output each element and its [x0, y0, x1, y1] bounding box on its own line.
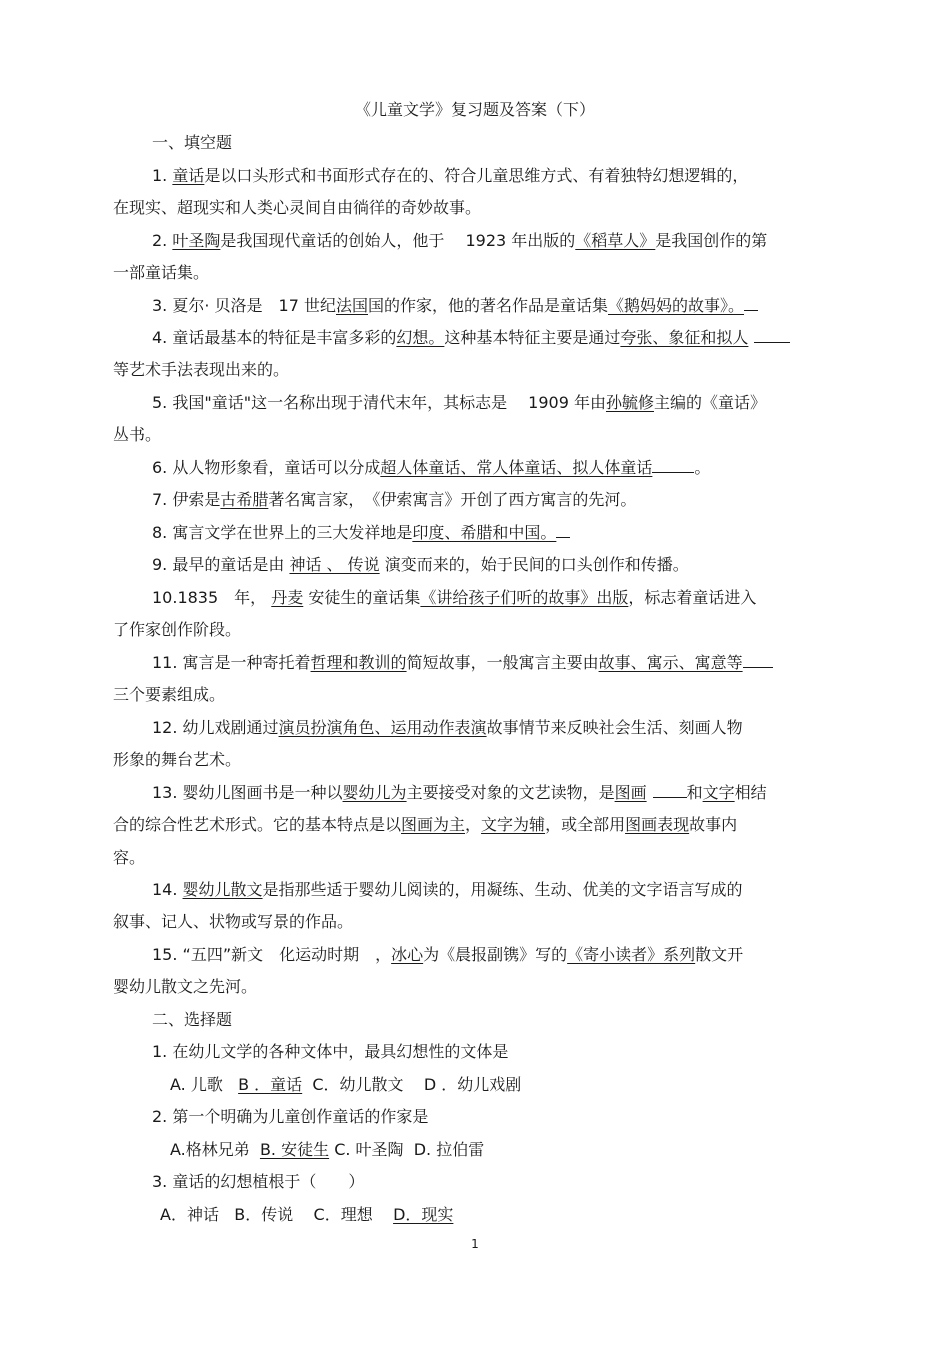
question-6-line-1: [152, 456, 710, 480]
option-b-answer: B. 安徒生: [259, 1140, 330, 1159]
question-1-line-1: [152, 164, 748, 188]
question-text: 6. 从人物形象看，童话可以分成: [152, 458, 381, 477]
question-text: 是我国现代童话的创始人，他于 1923 年出版的: [220, 231, 576, 250]
question-text: ，或全部用: [545, 815, 626, 834]
question-12-line-2: 形象的舞台艺术。: [113, 750, 242, 769]
option-c: C．幼儿散文: [312, 1075, 404, 1094]
question-text: 和: [686, 783, 703, 802]
question-text: 著名寓言家， 《伊索寓言》开创了西方寓言的先河。: [268, 490, 637, 509]
answer-text: 《寄小读者》系列: [567, 945, 696, 964]
question-2-line-2: 一部童话集。: [113, 263, 210, 282]
answer-text: 古希腊: [220, 490, 269, 509]
option-d: D ．幼儿戏剧: [423, 1075, 522, 1094]
choice-question-1-stem: 1. 在幼儿文学的各种文体中，最具幻想性的文体是: [152, 1042, 509, 1061]
question-9-line-1: [152, 553, 689, 577]
answer-text: 婴幼儿散文: [182, 880, 263, 899]
answer-text: 演员扮演角色、运用动作表演: [278, 718, 487, 737]
question-3-line-1: [152, 294, 758, 318]
answer-text: 夸张、象征和拟人: [620, 328, 749, 347]
answer-text: 法国: [335, 296, 368, 315]
answer-blank: [743, 651, 773, 668]
question-text: 是我国创作的第: [655, 231, 768, 250]
answer-blank: [652, 456, 694, 473]
question-text: 演变而来的，始于民间的口头创作和传播。: [384, 555, 689, 574]
answer-text: 超人体童话、常人体童话、拟人体童话: [380, 458, 653, 477]
page-number: 1: [471, 1237, 479, 1251]
question-15-line-1: [152, 943, 743, 967]
answer-text: 图画为主: [401, 815, 466, 834]
answer-text: 文字: [702, 783, 735, 802]
question-2-line-1: [152, 229, 767, 253]
question-text: 8. 寓言文学在世界上的三大发祥地是: [152, 523, 413, 542]
question-5-line-2: 丛书。: [113, 425, 162, 444]
answer-blank: [744, 294, 758, 311]
question-text: 主要接受对象的文艺读物，是: [406, 783, 615, 802]
answer-text: 冰心: [391, 945, 424, 964]
question-text: ，: [465, 815, 482, 834]
option-d: D. 拉伯雷: [413, 1140, 485, 1159]
question-7-line-1: [152, 488, 636, 512]
answer-blank: [653, 781, 687, 798]
question-text: 合的综合性艺术形式。它的基本特点是以: [113, 815, 402, 834]
question-text: 12. 幼儿戏剧通过: [152, 718, 279, 737]
question-text: 简短故事，一般寓言主要由: [406, 653, 599, 672]
question-8-line-1: [152, 521, 570, 545]
answer-blank: [556, 521, 570, 538]
answer-text: 丹麦: [271, 588, 304, 607]
question-text: 故事内: [689, 815, 738, 834]
question-text: ，标志着童话进入: [628, 588, 757, 607]
question-text: 故事情节来反映社会生活、刻画人物: [486, 718, 743, 737]
answer-text: 神话 、 传说: [289, 555, 380, 574]
question-text: 为《晨报副镌》写的: [423, 945, 568, 964]
question-text: 11. 寓言是一种寄托着: [152, 653, 311, 672]
question-text: 7. 伊索是: [152, 490, 221, 509]
section-heading-multiple-choice: 二、选择题: [152, 1010, 233, 1029]
answer-blank: [754, 326, 790, 343]
option-a: A. 儿歌: [170, 1075, 223, 1094]
question-15-line-2: 婴幼儿散文之先河。: [113, 977, 258, 996]
answer-text: 幻想。: [396, 328, 445, 347]
question-11-line-2: 三个要素组成。: [113, 685, 226, 704]
answer-text: 叶圣陶: [172, 231, 221, 250]
question-12-line-1: [152, 716, 743, 740]
question-text: 3. 夏尔· 贝洛是 17 世纪: [152, 296, 336, 315]
option-c: C．理想: [313, 1205, 373, 1224]
question-text: 5. 我国"童话"这一名称出现于清代末年，其标志是 1909 年由: [152, 393, 606, 412]
answer-text: 印度、希腊和中国。: [412, 523, 557, 542]
question-13-line-1: [152, 781, 767, 805]
answer-text: 童话: [172, 166, 205, 185]
answer-text: 故事、寓示、寓意等: [598, 653, 743, 672]
question-text: 是指那些适于婴幼儿阅读的，用凝练、生动、优美的文字语言写成的: [262, 880, 743, 899]
answer-text: 《讲给孩子们听的故事》出版: [420, 588, 629, 607]
question-14-line-1: [152, 878, 743, 902]
question-text: 这种基本特征主要是通过: [444, 328, 621, 347]
question-text: 相结: [734, 783, 767, 802]
choice-question-1-options: [170, 1073, 521, 1097]
question-text: 4. 童话最基本的特征是丰富多彩的: [152, 328, 397, 347]
document-title: 《儿童文学》复习题及答案（下）: [354, 100, 595, 119]
question-text: 9. 最早的童话是由: [152, 555, 285, 574]
question-number: 14.: [152, 880, 183, 899]
choice-question-2-stem: 2. 第一个明确为儿童创作童话的作家是: [152, 1107, 429, 1126]
question-text: 主编的《童话》: [653, 393, 766, 412]
choice-question-3-stem: 3. 童话的幻想植根于（ ）: [152, 1172, 365, 1191]
option-b-answer: B ．童话: [238, 1075, 303, 1094]
question-text: 。: [694, 458, 711, 477]
question-4-line-1: [152, 326, 790, 350]
question-text: 散文开: [695, 945, 744, 964]
answer-text: 图画表现: [625, 815, 690, 834]
option-a: A.格林兄弟: [170, 1140, 250, 1159]
question-13-line-3: 容。: [113, 848, 146, 867]
question-1-line-2: 在现实、超现实和人类心灵间自由徜徉的奇妙故事。: [113, 198, 482, 217]
question-10-line-2: 了作家创作阶段。: [113, 620, 242, 639]
question-number: 2.: [152, 231, 173, 250]
question-text: 国的作家，他的著名作品是童话集: [368, 296, 609, 315]
section-heading-fill-in: 一、填空题: [152, 133, 233, 152]
answer-text: 《稻草人》: [575, 231, 656, 250]
question-text: 10.1835 年，: [152, 588, 267, 607]
question-11-line-1: [152, 651, 773, 675]
question-5-line-1: [152, 391, 766, 415]
question-13-line-2: [113, 813, 737, 837]
option-a: A．神话: [160, 1205, 219, 1224]
question-10-line-1: [152, 586, 756, 610]
question-text: 15. “五四”新文 化运动时期 ，: [152, 945, 392, 964]
question-text: 13. 婴幼儿图画书是一种以: [152, 783, 343, 802]
answer-text: 图画: [614, 783, 647, 802]
answer-text: 哲理和教训的: [310, 653, 407, 672]
question-text: 安徒生的童话集: [308, 588, 421, 607]
answer-text: 孙毓修: [605, 393, 654, 412]
choice-question-2-options: [170, 1138, 484, 1162]
choice-question-3-options: [160, 1203, 453, 1227]
option-b: B．传说: [234, 1205, 294, 1224]
answer-text: 文字为辅: [481, 815, 546, 834]
question-14-line-2: 叙事、记人、状物或写景的作品。: [113, 912, 354, 931]
question-4-line-2: 等艺术手法表现出来的。: [113, 360, 290, 379]
option-d-answer: D．现实: [393, 1205, 454, 1224]
answer-text: 婴幼儿为: [342, 783, 407, 802]
question-text: 是以口头形式和书面形式存在的、符合儿童思维方式、有着独特幻想逻辑的，: [204, 166, 749, 185]
answer-text: 《鹅妈妈的故事》。: [608, 296, 745, 315]
option-c: C. 叶圣陶: [334, 1140, 404, 1159]
question-number: 1.: [152, 166, 173, 185]
